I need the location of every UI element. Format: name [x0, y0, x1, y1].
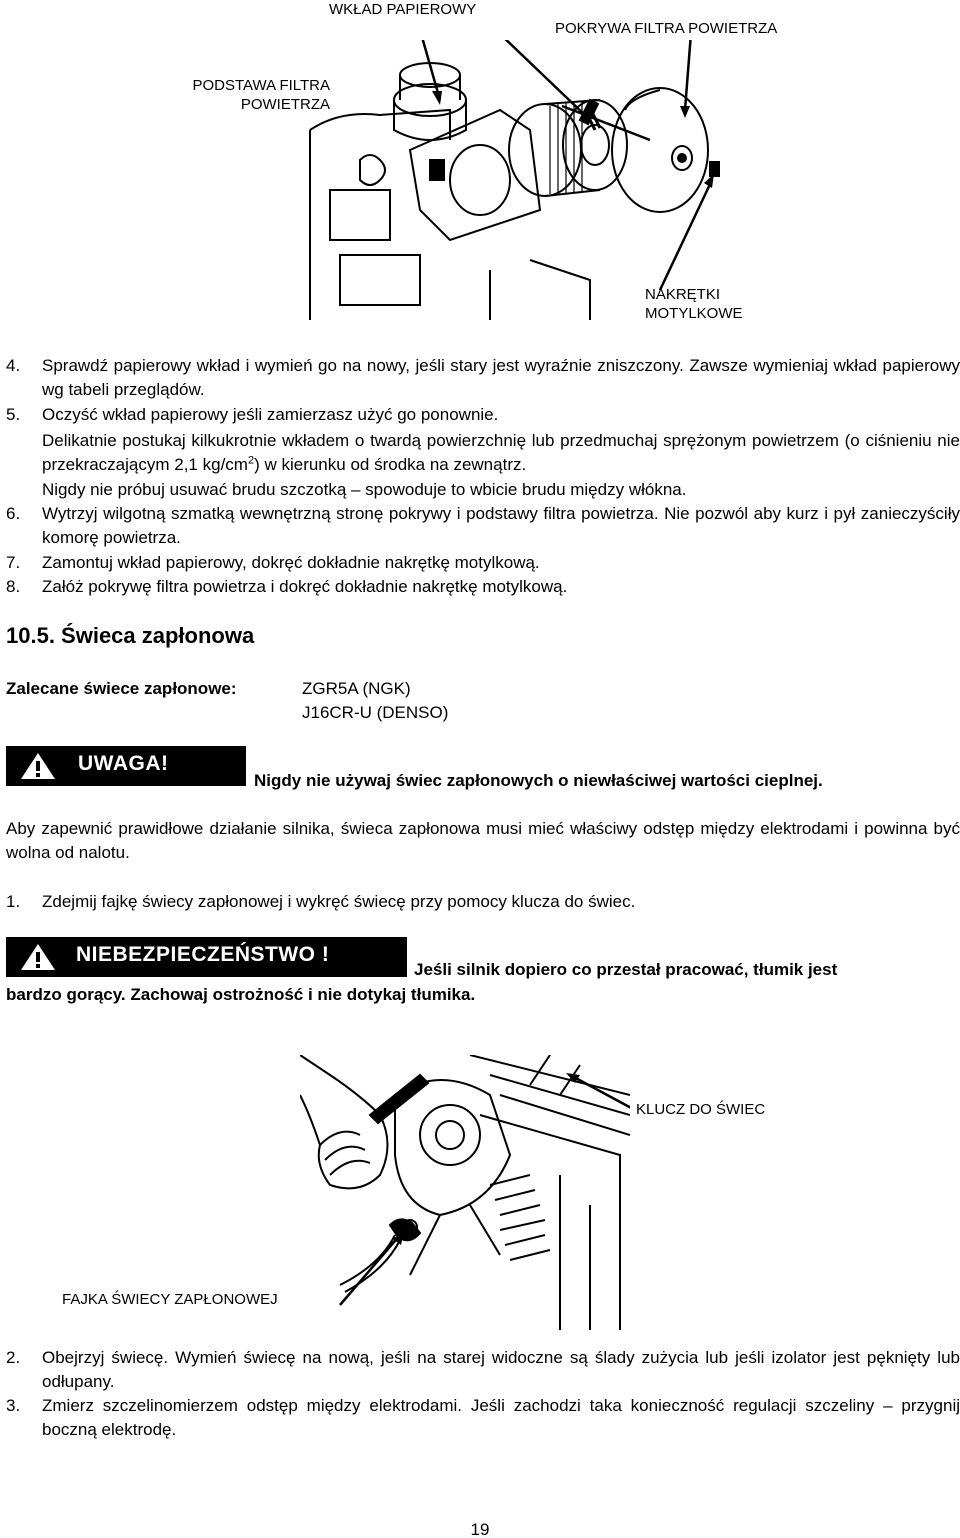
step-text: Wytrzyj wilgotną szmatką wewnętrzną stronę pokrywy i podstawy filtra powietrza. Nie pozwól aby kurz i pył zanieczyściły komorę powietrza.: [42, 504, 960, 547]
danger-text-line1: Jeśli silnik dopiero co przestał pracować, tłumik jest: [414, 960, 838, 979]
step-text: Zamontuj wkład papierowy, dokręć dokładnie nakrętkę motylkową.: [42, 553, 540, 572]
step-text: Obejrzyj świecę. Wymień świecę na nową, jeśli na starej widoczne są ślady zużycia lub jeśli izolator jest pęknięty lub odłupany.: [42, 1348, 960, 1391]
warning-badge: [6, 746, 246, 786]
step-text: Zdejmij fajkę świecy zapłonowej i wykręć świecę przy pomocy klucza do świec.: [42, 892, 636, 911]
label-wing-nuts-line1: NAKRĘTKI: [645, 286, 721, 303]
warning-badge-text: UWAGA!: [78, 752, 169, 775]
label-wing-nuts-line2: MOTYLKOWE: [645, 305, 743, 322]
superscript: 2: [247, 454, 255, 467]
step-number: 3.: [6, 1396, 21, 1415]
label-plug-wrench: KLUCZ DO ŚWIEC: [636, 1101, 766, 1118]
recommended-plugs-label: Zalecane świece zapłonowe:: [6, 679, 237, 698]
label-filter-cover: POKRYWA FILTRA POWIETRZA: [555, 20, 778, 37]
step-text: Nigdy nie próbuj usuwać brudu szczotką – spowoduje to wbicie brudu między włókna.: [42, 480, 687, 499]
step-text: [42, 429, 960, 477]
step-text: Zmierz szczelinomierzem odstęp między elektrodami. Jeśli zachodzi taka konieczność regulacji szczeliny – przygnij boczną elektrodę.: [42, 1396, 960, 1439]
step-text-before: Delikatnie postukaj kilkukrotnie wkładem o twardą powierzchnię lub przedmuchaj sprężonym powietrzem (o ciśnieniu nie przekraczającym 2,1 kg/cm: [42, 431, 960, 474]
page-number: 19: [470, 1520, 490, 1538]
warning-triangle-icon: [20, 943, 56, 971]
recommended-plug-2: J16CR-U (DENSO): [302, 703, 449, 722]
step-number: 2.: [6, 1348, 21, 1367]
section-title: 10.5. Świeca zapłonowa: [6, 623, 255, 648]
step-text-after: ) w kierunku od środka na zewnątrz.: [254, 455, 527, 474]
label-paper-element: WKŁAD PAPIEROWY: [329, 1, 477, 18]
label-filter-base-line1: PODSTAWA FILTRA: [192, 77, 330, 94]
danger-text-line2: bardzo gorący. Zachowaj ostrożność i nie dotykaj tłumika.: [6, 985, 476, 1004]
warning-text: Nigdy nie używaj świec zapłonowych o niewłaściwej wartości cieplnej.: [254, 771, 823, 790]
step-text: Załóż pokrywę filtra powietrza i dokręć dokładnie nakrętkę motylkową.: [42, 577, 568, 596]
step-text: Oczyść wkład papierowy jeśli zamierzasz użyć go ponownie.: [42, 405, 499, 424]
label-wing-nuts: [645, 285, 743, 323]
danger-badge: [6, 937, 407, 977]
recommended-plug-1: ZGR5A (NGK): [302, 679, 411, 698]
step-number: 1.: [6, 892, 21, 911]
spark-plug-illustration: [300, 1055, 630, 1330]
step-number: 8.: [6, 577, 21, 596]
danger-badge-text: NIEBEZPIECZEŃSTWO !: [76, 943, 330, 966]
step-number: 6.: [6, 504, 21, 523]
label-filter-base-line2: POWIETRZA: [240, 96, 330, 113]
air-filter-illustration: [300, 40, 720, 322]
step-number: 4.: [6, 356, 21, 375]
step-number: 7.: [6, 553, 21, 572]
warning-triangle-icon: [20, 752, 56, 780]
step-number: 5.: [6, 405, 21, 424]
label-plug-cap: FAJKA ŚWIECY ZAPŁONOWEJ: [62, 1291, 278, 1308]
step-text: Sprawdź papierowy wkład i wymień go na nowy, jeśli stary jest wyraźnie zniszczony. Zawsze wymieniaj wkład papierowy wg tabeli przeglądów.: [42, 356, 960, 399]
label-filter-base: [172, 76, 330, 114]
intro-paragraph: Aby zapewnić prawidłowe działanie silnika, świeca zapłonowa musi mieć właściwy odstęp między elektrodami i powinna być wolna od nalotu.: [6, 819, 960, 862]
